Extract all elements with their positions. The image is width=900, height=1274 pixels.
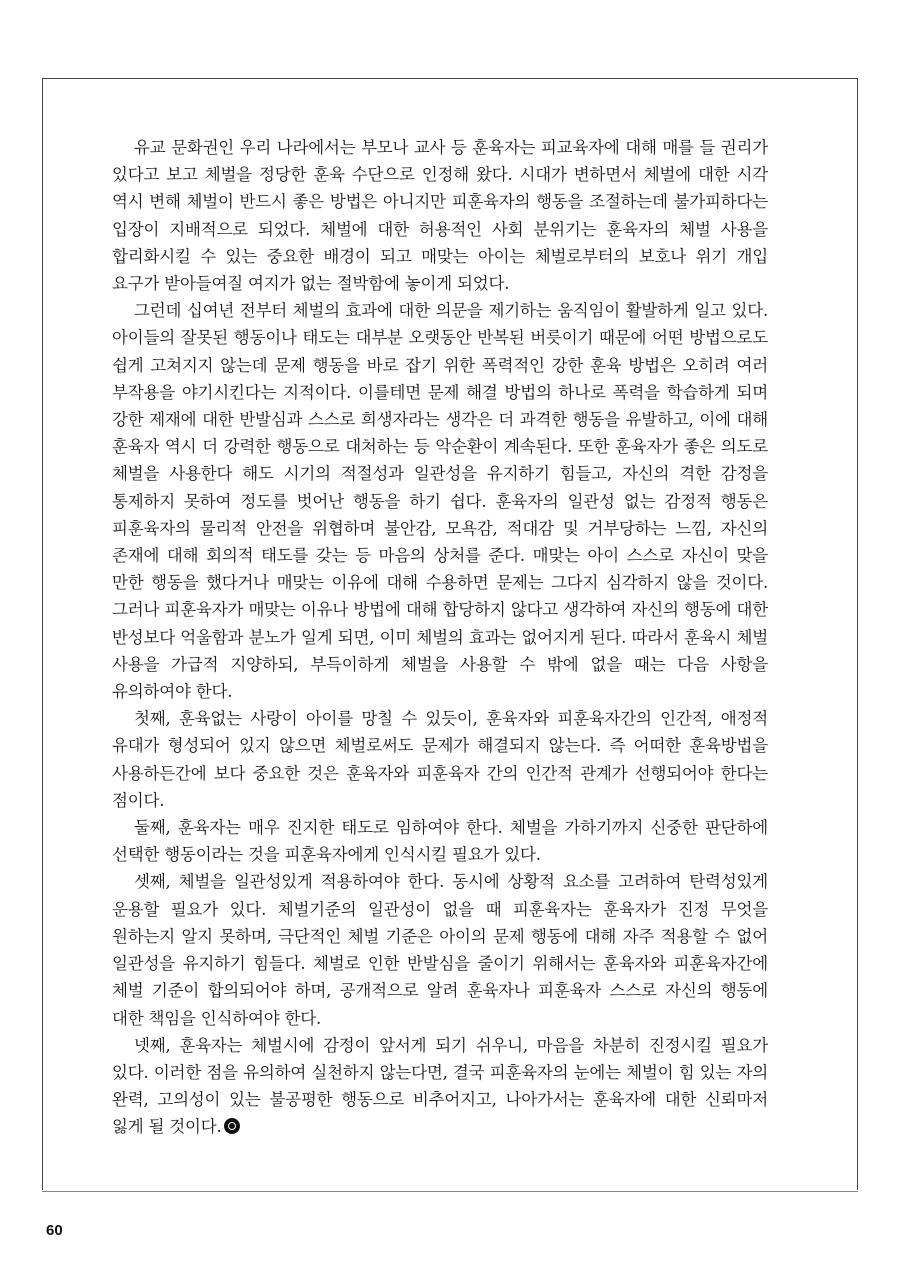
paragraph-6 [112, 1032, 768, 1141]
article-body [112, 134, 768, 1141]
paragraph-5: 셋째, 체벌을 일관성있게 적용하여야 한다. 동시에 상황적 요소를 고려하여 탄력성있게 운용할 필요가 있다. 체벌기준의 일관성이 없을 때 피훈육자는 훈육자가 진정 무엇을 원하는지 알지 못하며, 극단적인 체벌 기준은 아이의 문제 행동에 대해 자주 적용할 수 없어 일관성을 유지하기 힘들다. 체벌로 인한 반발심을 줄이기 위해서는 훈육자와 피훈육자간에 체벌 기준이 합의되어야 하며, 공개적으로 알려 훈육자나 피훈육자 스스로 자신의 행동에 대한 책임을 인식하여야 한다. [112, 872, 768, 1028]
paragraph-4: 둘째, 훈육자는 매우 진지한 태도로 임하여야 한다. 체벌을 가하기까지 신중한 판단하에 선택한 행동이라는 것을 피훈육자에게 인식시킬 필요가 있다. [112, 818, 768, 865]
bottom-rule [42, 1191, 858, 1192]
paragraph-1: 유교 문화권인 우리 나라에서는 부모나 교사 등 훈육자는 피교육자에 대해 매를 들 권리가 있다고 보고 체벌을 정당한 훈육 수단으로 인정해 왔다. 시대가 변하면서 체벌에 대한 시각 역시 변해 체벌이 반드시 좋은 방법은 아니지만 피훈육자의 행동을 조절하는데 불가피하다는 입장이 지배적으로 되었다. 체벌에 대한 허용적인 사회 분위기는 훈육자의 체벌 사용을 합리화시킬 수 있는 중요한 배경이 되고 매맞는 아이는 체벌로부터의 보호나 위기 개입 요구가 받아들여질 여지가 없는 절박함에 놓이게 되었다. [112, 138, 768, 294]
paragraph-6-text: 넷째, 훈육자는 체벌시에 감정이 앞서게 되기 쉬우니, 마음을 차분히 진정시킬 필요가 있다. 이러한 점을 유의하여 실천하지 않는다면, 결국 피훈육자의 눈에는 체벌이 힘 있는 자의 완력, 고의성이 있는 불공평한 행동으로 비추어지고, 나아가서는 훈육자에 대한 신뢰마저 잃게 될 것이다. [112, 1035, 768, 1137]
paragraph-2: 그런데 십여년 전부터 체벌의 효과에 대한 의문을 제기하는 움직임이 활발하게 일고 있다. 아이들의 잘못된 행동이나 태도는 대부분 오랫동안 반복된 버릇이기 때문에 어떤 방법으로도 쉽게 고쳐지지 않는데 문제 행동을 바로 잡기 위한 폭력적인 강한 훈육 방법은 오히려 여러 부작용을 야기시킨다는 지적이다. 이를테면 문제 해결 방법의 하나로 폭력을 학습하게 되며 강한 제재에 대한 반발심과 스스로 희생자라는 생각은 더 과격한 행동을 유발하고, 이에 대해 훈육자 역시 더 강력한 행동으로 대처하는 등 악순환이 계속된다. 또한 훈육자가 좋은 의도로 체벌을 사용한다 해도 시기의 적절성과 일관성을 유지하기 힘들고, 자신의 격한 감정을 통제하지 못하여 정도를 벗어난 행동을 하기 쉽다. 훈육자의 일관성 없는 감정적 행동은 피훈육자의 물리적 안전을 위협하며 불안감, 모욕감, 적대감 및 거부당하는 느낌, 자신의 존재에 대해 회의적 태도를 갖는 등 마음의 상처를 준다. 매맞는 아이 스스로 자신이 맞을 만한 행동을 했다거나 매맞는 이유에 대해 수용하면 문제는 그다지 심각하지 않을 것이다. 그러나 피훈육자가 매맞는 이유나 방법에 대해 합당하지 않다고 생각하여 자신의 행동에 대한 반성보다 억울함과 분노가 일게 되면, 이미 체벌의 효과는 없어지게 된다. 따라서 훈육시 체벌 사용을 가급적 지양하되, 부득이하게 체벌을 사용할 수 밖에 없을 때는 다음 사항을 유의하여야 한다. [112, 301, 768, 702]
end-mark-icon [224, 1118, 240, 1134]
paragraph-3: 첫째, 훈육없는 사랑이 아이를 망칠 수 있듯이, 훈육자와 피훈육자간의 인간적, 애정적 유대가 형성되어 있지 않으면 체벌로써도 문제가 해결되지 않는다. 즉 어떠한 훈육방법을 사용하든간에 보다 중요한 것은 훈육자와 피훈육자 간의 인간적 관계가 선행되어야 한다는 점이다. [112, 709, 768, 810]
page-number: 60 [46, 1222, 63, 1239]
